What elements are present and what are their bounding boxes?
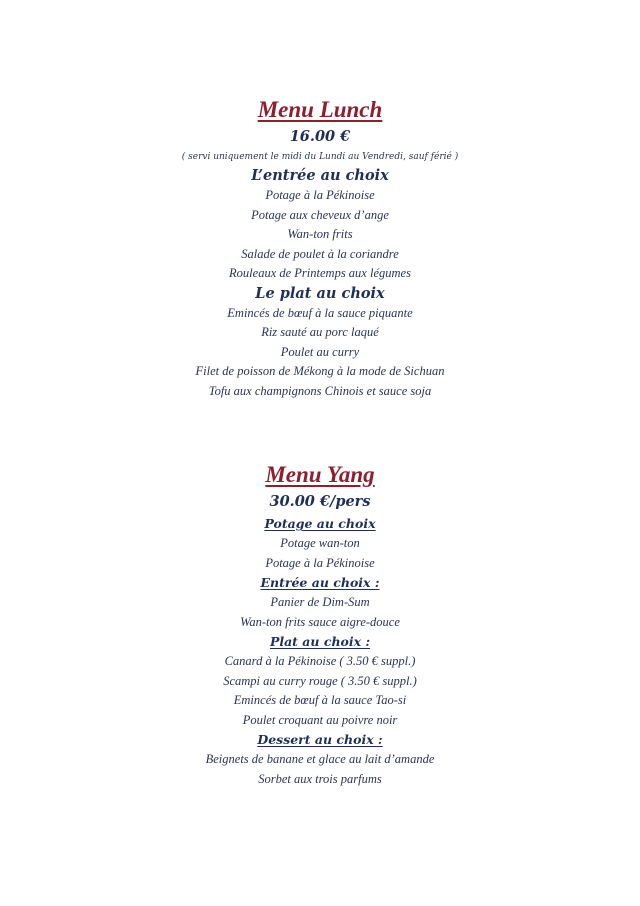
dish-item: Beignets de banane et glace au lait d’amande xyxy=(205,752,435,766)
dish-item: Potage à la Pékinoise xyxy=(265,188,375,202)
section-heading: Le plat au choix xyxy=(255,284,385,302)
menu-lunch xyxy=(0,95,640,401)
dish-item: Poulet croquant au poivre noir xyxy=(242,712,398,727)
dish-item: Salade de poulet à la coriandre xyxy=(241,246,399,261)
section-heading: Entrée au choix : xyxy=(260,575,380,590)
dish-list xyxy=(0,304,640,402)
dish-item: Potage wan-ton xyxy=(280,536,360,550)
menu-title: Menu Lunch xyxy=(257,97,383,122)
dish-item: Panier de Dim-Sum xyxy=(270,595,370,609)
section-heading: Potage au choix xyxy=(264,516,376,531)
dish-item: Riz sauté au porc laqué xyxy=(261,325,379,339)
dish-item: Filet de poisson de Mékong à la mode de Sichuan xyxy=(195,364,445,378)
dish-item: Wan-ton frits sauce aigre-douce xyxy=(240,614,400,629)
dish-list xyxy=(0,593,640,632)
menu-price: 30.00 €/pers xyxy=(269,493,371,510)
dish-list xyxy=(0,750,640,789)
menu-note: ( servi uniquement le midi du Lundi au Vendredi, sauf férié ) xyxy=(181,152,459,162)
dish-item: Emincés de bœuf à la sauce piquante xyxy=(227,305,413,320)
dish-item: Potage à la Pékinoise xyxy=(265,555,375,570)
dish-item: Potage aux cheveux d’ange xyxy=(251,207,389,222)
dish-list xyxy=(0,186,640,284)
dish-item: Canard à la Pékinoise ( 3.50 € suppl.) xyxy=(224,654,416,668)
dish-list xyxy=(0,534,640,573)
menu-title: Menu Yang xyxy=(265,462,375,487)
dish-item: Sorbet aux trois parfums xyxy=(258,771,382,786)
dish-item: Rouleaux de Printemps aux légumes xyxy=(229,266,411,280)
dish-item: Poulet au curry xyxy=(280,344,360,359)
dish-item: Wan-ton frits xyxy=(287,227,353,241)
dish-item: Scampi au curry rouge ( 3.50 € suppl.) xyxy=(223,673,417,688)
section-heading: Dessert au choix : xyxy=(257,732,383,747)
dish-item: Emincés de bœuf à la sauce Tao-si xyxy=(233,693,407,707)
section-heading: Plat au choix : xyxy=(269,634,371,649)
menu-yang xyxy=(0,460,640,789)
dish-item: Tofu aux champignons Chinois et sauce soja xyxy=(208,383,432,398)
section-heading: L’entrée au choix xyxy=(251,167,389,184)
dish-list xyxy=(0,652,640,730)
menu-price: 16.00 € xyxy=(289,128,351,145)
